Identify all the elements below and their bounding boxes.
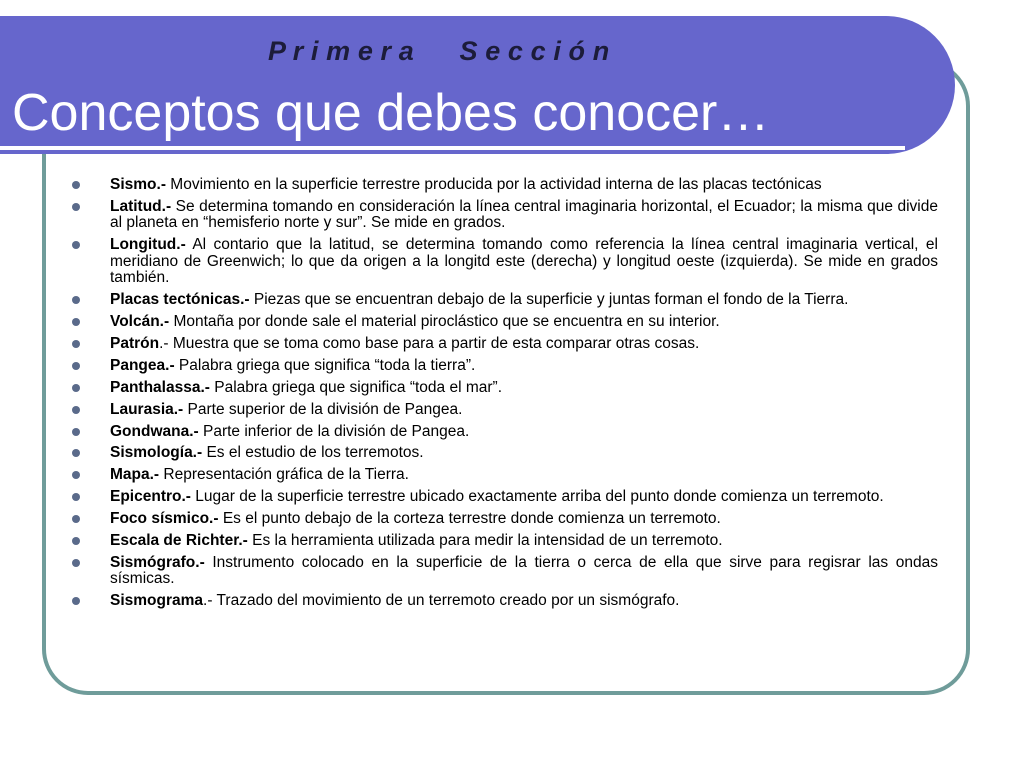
concept-item	[72, 358, 938, 375]
concept-term: Latitud.-	[110, 197, 172, 215]
concept-term: Escala de Richter.-	[110, 531, 248, 549]
concept-definition: Es el punto debajo de la corteza terrestre donde comienza un terremoto.	[218, 510, 721, 528]
title-underline	[0, 146, 905, 150]
bullet-icon	[72, 449, 80, 457]
concept-term: Placas tectónicas.-	[110, 291, 250, 309]
concept-item	[72, 555, 938, 588]
concept-term: Mapa.-	[110, 466, 160, 484]
concept-definition: Parte superior de la división de Pangea.	[183, 400, 463, 418]
concept-term: Panthalassa.-	[110, 378, 210, 396]
concept-definition: .- Muestra que se toma como base para a partir de esta comparar otras cosas.	[159, 334, 700, 352]
bullet-icon	[72, 515, 80, 523]
concept-definition: Es la herramienta utilizada para medir la intensidad de un terremoto.	[247, 531, 723, 549]
concept-term: Sismo.-	[110, 176, 166, 193]
concept-definition: Es el estudio de los terremotos.	[202, 444, 424, 462]
bullet-icon	[72, 181, 80, 189]
bullet-icon	[72, 241, 80, 249]
concept-item	[72, 593, 938, 610]
concept-item	[72, 424, 938, 441]
concept-definition: Parte inferior de la división de Pangea.	[198, 422, 470, 440]
title-banner	[0, 16, 955, 154]
concept-definition: Palabra griega que significa “toda el mar”.	[209, 378, 503, 396]
bullet-icon	[72, 493, 80, 501]
bullet-icon	[72, 340, 80, 348]
concept-term: Sismógrafo.-	[110, 553, 205, 571]
concept-item	[72, 489, 938, 506]
concept-definition: Montaña por donde sale el material piroclástico que se encuentra en su interior.	[169, 313, 720, 331]
concept-definition: Lugar de la superficie terrestre ubicado exactamente arriba del punto donde comienza un terremoto.	[190, 488, 884, 506]
concept-definition: Representación gráfica de la Tierra.	[159, 466, 409, 484]
concept-term: Sismología.-	[110, 444, 203, 462]
section-subtitle: P r i m e r a S e c c i ó n	[268, 36, 610, 66]
bullet-icon	[72, 559, 80, 567]
concept-definition: .- Trazado del movimiento de un terremoto creado por un sismógrafo.	[203, 592, 680, 610]
concept-term: Epicentro.-	[110, 488, 191, 506]
concept-item	[72, 314, 938, 331]
concept-term: Foco sísmico.-	[110, 510, 219, 528]
bullet-icon	[72, 384, 80, 392]
concept-definition: Palabra griega que significa “toda la tierra”.	[174, 356, 476, 374]
concept-term: Pangea.-	[110, 356, 175, 374]
concept-item	[72, 177, 938, 194]
concept-item	[72, 199, 938, 232]
concept-term: Laurasia.-	[110, 400, 184, 418]
concept-item	[72, 292, 938, 309]
concept-definition: Al contario que la latitud, se determina tomando como referencia la línea central imaginaria vertical, el meridiano de Greenwich; lo que da origen a la longitd este (derecha) y longitud oeste (izquierda). Se mide en grados también.	[110, 236, 938, 287]
concept-item	[72, 402, 938, 419]
bullet-icon	[72, 203, 80, 211]
concept-item	[72, 445, 938, 462]
concept-term: Patrón	[110, 334, 160, 352]
concept-item	[72, 380, 938, 397]
concept-definition: Instrumento colocado en la superficie de la tierra o cerca de ella que sirve para regisrar las ondas sísmicas.	[110, 553, 938, 588]
concept-definition: Movimiento en la superficie terrestre producida por la actividad interna de las placas tectónicas	[165, 176, 822, 193]
concept-item	[72, 533, 938, 550]
concept-term: Gondwana.-	[110, 422, 199, 440]
bullet-icon	[72, 428, 80, 436]
bullet-icon	[72, 296, 80, 304]
concept-item	[72, 511, 938, 528]
bullet-icon	[72, 362, 80, 370]
concept-term: Volcán.-	[110, 313, 170, 331]
bullet-icon	[72, 597, 80, 605]
concept-item	[72, 336, 938, 353]
bullet-icon	[72, 471, 80, 479]
bullet-icon	[72, 537, 80, 545]
concept-term: Sismograma	[110, 592, 204, 610]
concept-item	[72, 467, 938, 484]
concept-item	[72, 237, 938, 287]
bullet-icon	[72, 318, 80, 326]
slide-title: Conceptos que debes conocer…	[12, 84, 770, 142]
concept-definition: Se determina tomando en consideración la línea central imaginaria horizontal, el Ecuador; la misma que divide al planeta en “hemisferio norte y sur”. Se mide en grados.	[110, 197, 938, 232]
concept-term: Longitud.-	[110, 236, 186, 254]
concept-list	[72, 177, 938, 615]
bullet-icon	[72, 406, 80, 414]
concept-definition: Piezas que se encuentran debajo de la superficie y juntas forman el fondo de la Tierra.	[249, 291, 849, 309]
